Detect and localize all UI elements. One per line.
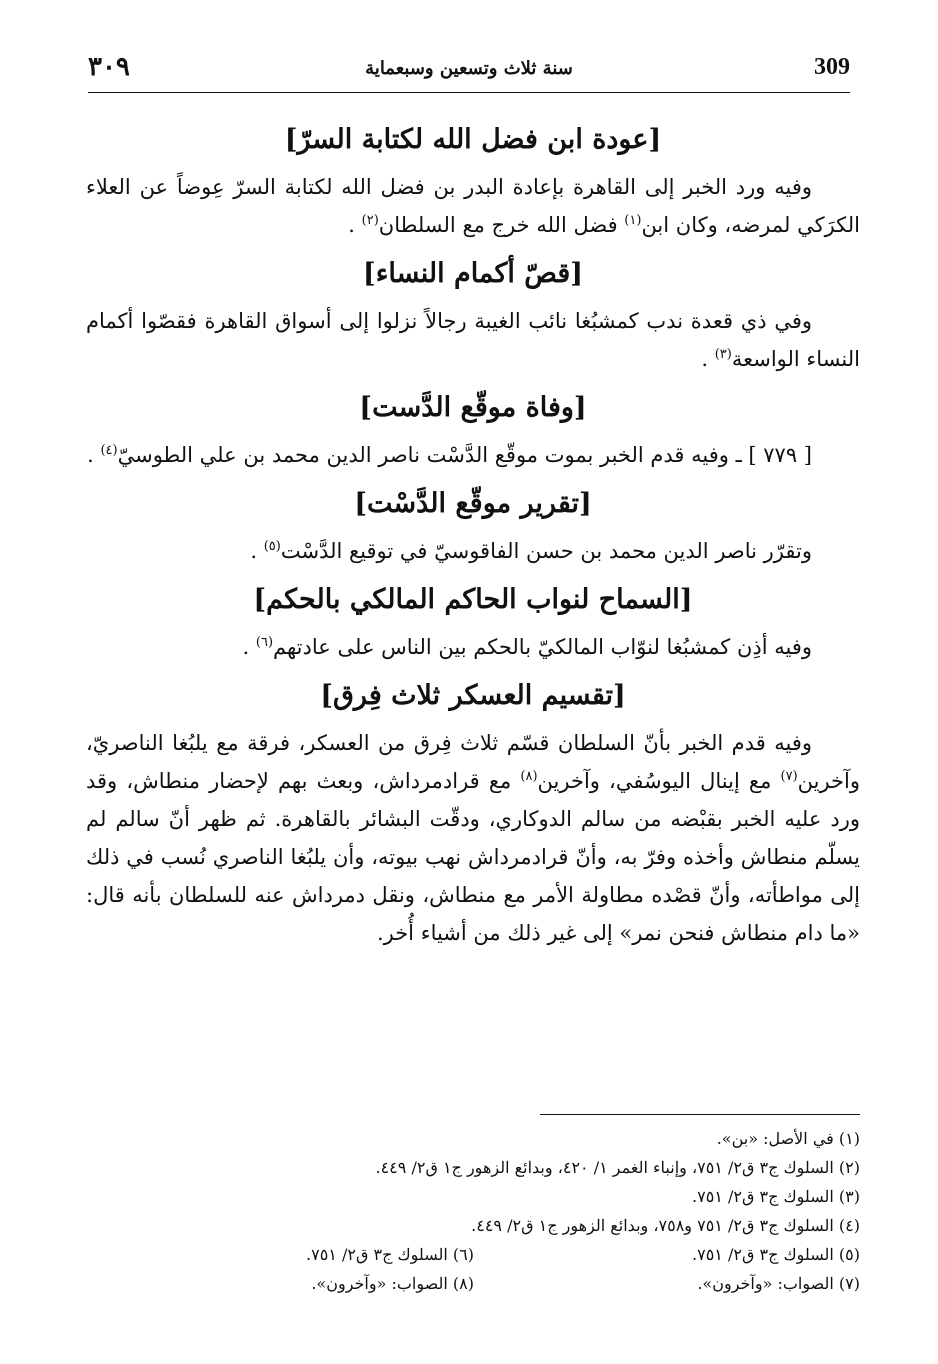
footnote: (٤) السلوك ج٣ ق٢/ ٧٥١ و٧٥٨، وبدائع الزهور ج١ ق٢/ ٤٤٩. [471, 1216, 860, 1235]
footnote-ref: (٥) [263, 539, 281, 554]
footnote-ref: (١) [624, 213, 642, 228]
footnotes [88, 1124, 860, 1298]
footnote-ref: (٧) [780, 769, 798, 784]
paragraph-text: مع إينال اليوسُفي، وآخرين [537, 769, 781, 793]
paragraph-text: . [242, 635, 256, 659]
footnote-ref: (٢) [361, 213, 379, 228]
paragraph-text: وفيه أذِن كمشبُغا لنوّاب المالكيّ بالحكم بين الناس على عادتهم [273, 635, 812, 659]
paragraph-text: وتقرّر ناصر الدين محمد بن حسن الفاقوسيّ في توقيع الدَّسْت [280, 539, 812, 563]
paragraph [86, 302, 860, 378]
section-heading: [السماح لنواب الحاكم المالكي بالحكم] [253, 584, 693, 615]
header-rule [88, 92, 850, 93]
footnote-rule [540, 1114, 860, 1115]
footnote: (٨) الصواب: «وآخرون». [311, 1274, 474, 1293]
paragraph-text: . [348, 213, 362, 237]
footnote: (٧) الصواب: «وآخرون». [697, 1274, 860, 1293]
footnote-ref: (٣) [714, 347, 732, 362]
footnote: (٥) السلوك ج٣ ق٢/ ٧٥١. [692, 1245, 860, 1264]
main-text [86, 110, 860, 956]
paragraph [86, 724, 860, 952]
running-title: سنة ثلاث وتسعين وسبعماية [365, 58, 573, 79]
paragraph [86, 628, 860, 666]
paragraph [86, 168, 860, 244]
section-heading: [تقسيم العسكر ثلاث فِرق] [320, 680, 626, 711]
section-heading: [تقرير موقّع الدَّسْت] [354, 488, 592, 519]
running-header [88, 52, 850, 92]
footnote: (٣) السلوك ج٣ ق٢/ ٧٥١. [692, 1187, 860, 1206]
paragraph-text: . [250, 539, 264, 563]
footnote-row [88, 1269, 860, 1298]
paragraph-text: . [87, 443, 101, 467]
footnote-ref: (٤) [100, 443, 118, 458]
paragraph-text: وفيه ورد الخبر إلى القاهرة بإعادة البدر بن فضل الله لكتابة السرّ عِوضاً عن العلاء الكرَكي لمرضه، وكان ابن [86, 175, 860, 237]
footnote-ref: (٦) [255, 635, 274, 650]
footnote-ref: (٨) [520, 769, 538, 784]
paragraph-text: فضل الله خرج مع السلطان [378, 213, 625, 237]
paragraph-text: وفيه قدم الخبر بأنّ السلطان قسّم ثلاث فِرق من العسكر، فرقة مع يلبُغا الناصريّ، وآخرين [86, 731, 861, 793]
paragraph [86, 436, 860, 474]
page-number-arabic: ٣٠٩ [88, 52, 130, 82]
footnote: (٢) السلوك ج٣ ق٢/ ٧٥١، وإنباء الغمر ١/ ٤٢٠، وبدائع الزهور ج١ ق٢/ ٤٤٩. [375, 1158, 860, 1177]
section-heading: [قصّ أكمام النساء] [362, 258, 584, 289]
paragraph-text: [ ٧٧٩ ] ـ وفيه قدم الخبر بموت موقّع الدَّسْت ناصر الدين محمد بن علي الطوسيّ [117, 443, 812, 467]
paragraph [86, 532, 860, 570]
section-heading: [وفاة موقّع الدَّست] [359, 392, 587, 423]
paragraph-text: مع قرادمرداش، وبعث بهم لإحضار منطاش، وقد ورد عليه الخبر بقبْضه من سالم الدوكاري، ودقّت البشائر بالقاهرة. ثم ظهر أنّ سالم لم يسلّم منطاش وأخذه وفرّ به، وأنّ قرادمرداش نهب بيوته، وأن يلبُغا الناصري نُسب في ذلك إلى مواطأته، وأنّ قصْده مطاولة الأمر مع منطاش، ونقل دمرداش عنه للسلطان بأنه قال: «ما دام منطاش فنحن نمر» إلى غير ذلك من أشياء أُخر. [86, 769, 860, 945]
footnote: (١) في الأصل: «بن». [716, 1129, 860, 1148]
section-heading: [عودة ابن فضل الله لكتابة السرّ] [284, 124, 662, 155]
page-number: 309 [814, 54, 850, 80]
paragraph-text: وفي ذي قعدة ندب كمشبُغا نائب الغيبة رجالاً نزلوا إلى أسواق القاهرة فقصّوا أكمام النساء الواسعة [86, 309, 860, 371]
footnote-row [88, 1240, 860, 1269]
footnote: (٦) السلوك ج٣ ق٢/ ٧٥١. [306, 1245, 474, 1264]
paragraph-text: . [701, 347, 715, 371]
